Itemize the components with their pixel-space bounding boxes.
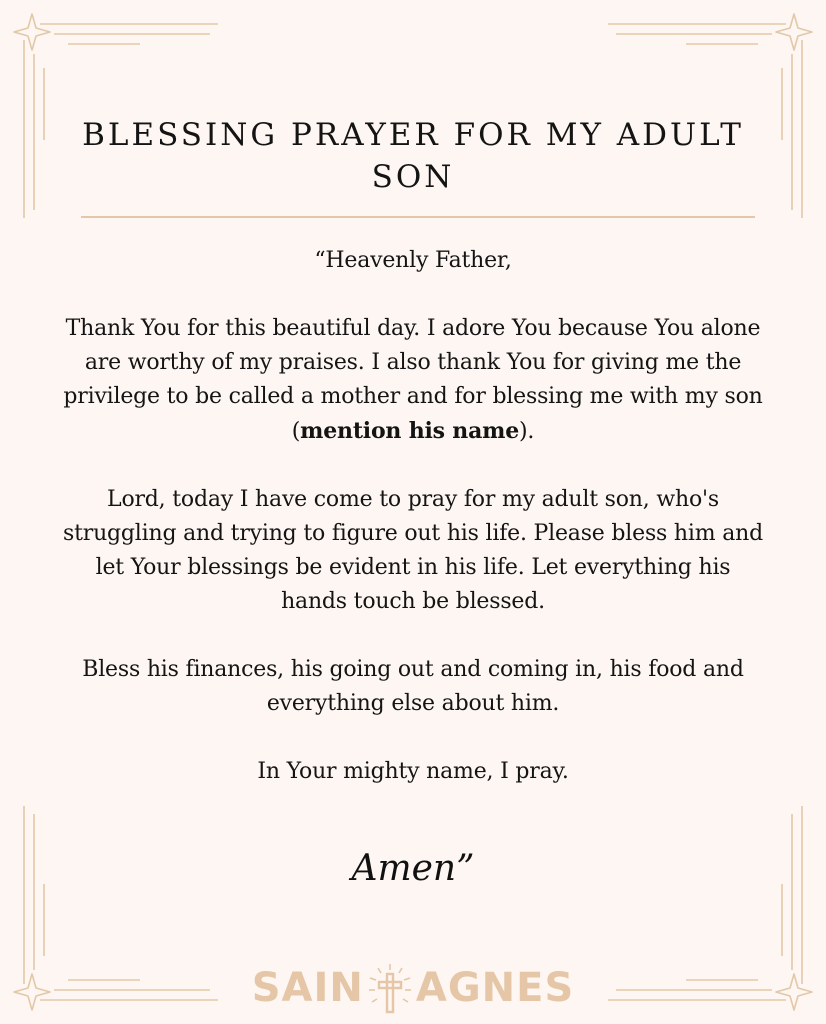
prayer-greeting: “Heavenly Father, bbox=[314, 248, 512, 273]
prayer-paragraph: In Your mighty name, I pray. bbox=[257, 759, 569, 784]
prayer-paragraph bbox=[60, 312, 766, 449]
title-divider bbox=[81, 216, 755, 218]
prayer-closing: Amen” bbox=[351, 848, 475, 889]
brand-logo bbox=[0, 960, 826, 1016]
star-ornament-icon bbox=[14, 14, 50, 50]
star-ornament-icon bbox=[776, 14, 812, 50]
prayer-paragraph: Bless his finances, his going out and coming in, his food and everything else about him. bbox=[82, 657, 744, 716]
page-title: BLESSING PRAYER FOR MY ADULT SON bbox=[82, 117, 744, 195]
logo-text-right: AGNES bbox=[415, 965, 575, 1011]
logo-text-left: SAIN bbox=[251, 965, 364, 1011]
prayer-body bbox=[60, 244, 766, 789]
prayer-text: Thank You for this beautiful day. I adore You because You alone are worthy of my praises. I also thank You for giving me the privilege to be called a mother and for blessing me with my son ( bbox=[63, 316, 763, 444]
prayer-emphasis: mention his name bbox=[300, 418, 520, 444]
cross-sunburst-icon bbox=[366, 960, 414, 1016]
prayer-text: ). bbox=[519, 419, 535, 444]
prayer-paragraph: Lord, today I have come to pray for my adult son, who's struggling and trying to figure out his life. Please bless him and let Your blessings be evident in his life. Let everything his hands touch be blessed. bbox=[63, 487, 763, 614]
